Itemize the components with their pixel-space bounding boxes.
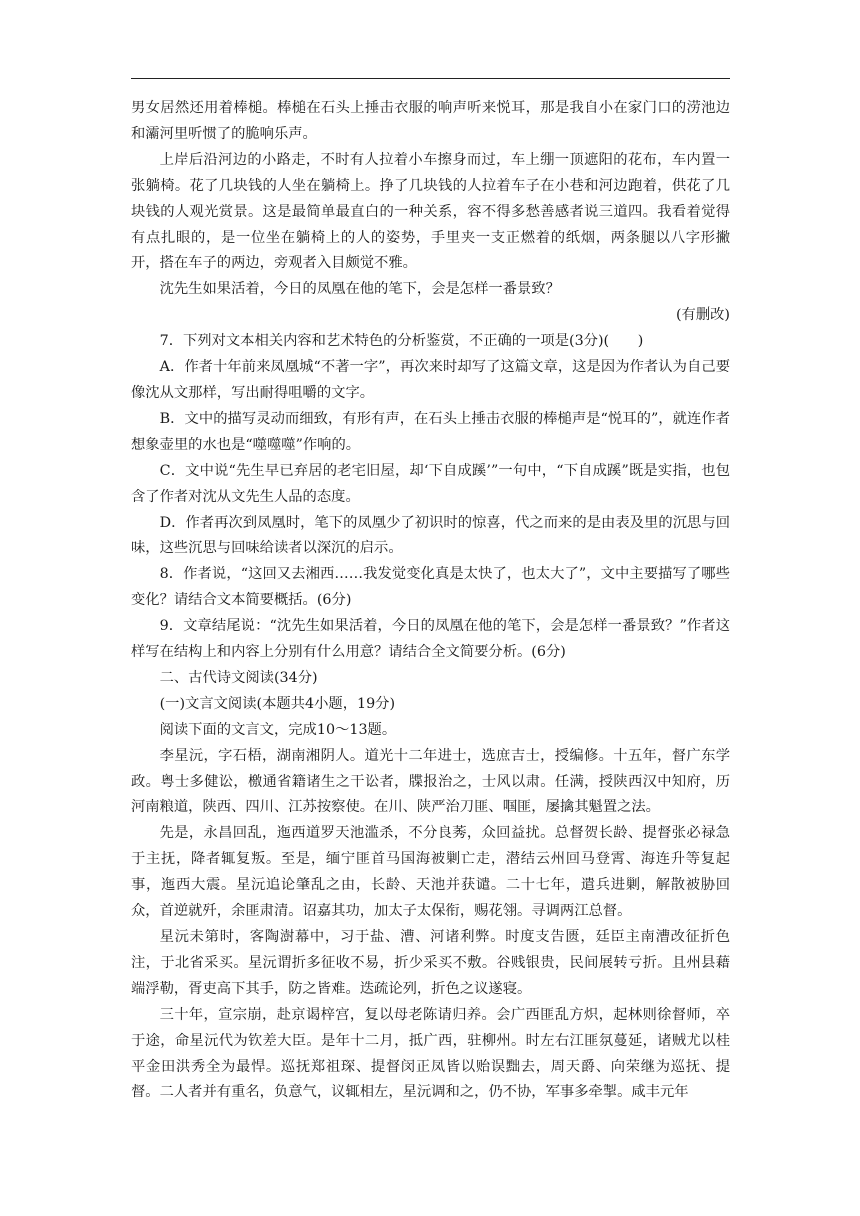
paragraph-2: 上岸后沿河边的小路走，不时有人拉着小车擦身而过，车上绷一顶遮阳的花布，车内置一张躺椅。花了几块钱的人坐在躺椅上。挣了几块钱的人拉着车子在小巷和河边跑着，供花了几块钱的人观光赏景。这是最简单最直白的一种关系，容不得多愁善感者说三道四。我看着觉得有点扎眼的，是一位坐在躺椅上的人的姿势，手里夹一支正燃着的纸烟，两条腿以八字形撇开，搭在车子的两边，旁观者入目颇觉不雅。 xyxy=(131,151,730,272)
option-a: A．作者十年前来凤凰城“不著一字”，再次来时却写了这篇文章，这是因为作者认为自己要像沈从文那样，写出耐得咀嚼的文字。 xyxy=(131,359,730,401)
classical-paragraph-2: 先是，永昌回乱，迤西道罗天池滥杀，不分良莠，众回益扰。总督贺长龄、提督张必禄急于主抚，降者辄复叛。至是，缅宁匪首马国海被剿亡走，潜结云州回马登霄、海连升等复起事，迤西大震。星沅追论肇乱之由，长龄、天池并获谴。二十七年，遣兵进剿，解散被胁回众，首逆就歼，余匪肃清。诏嘉其功，加太子太保衔，赐花翎。寻调两江总督。 xyxy=(131,825,730,920)
classical-paragraph-1: 李星沅，字石梧，湖南湘阴人。道光十二年进士，选庶吉士，授编修。十五年，督广东学政。粤士多健讼，檄通省籍诸生之干讼者，牒报治之，士风以肃。任满，授陕西汉中知府，历河南粮道，陕西、四川、江苏按察使。在川、陕严治刀匪、啯匪，屡擒其魁置之法。 xyxy=(131,747,730,816)
paragraph-1: 男女居然还用着棒槌。棒槌在石头上捶击衣服的响声听来悦耳，那是我自小在家门口的涝池边和灞河里听惯了的脆响乐声。 xyxy=(131,100,730,142)
subsection-heading: (一)文言文阅读(本题共4小题，19分) xyxy=(159,695,396,712)
classical-paragraph-4: 三十年，宣宗崩，赴京谒梓宫，复以母老陈请归养。会广西匪乱方炽，起林则徐督师，卒于途，命星沅代为钦差大臣。是年十二月，抵广西，驻柳州。时左右江匪氛蔓延，诸贼尤以桂平金田洪秀全为最悍。巡抚郑祖琛、提督闵正凤皆以贻误黜去，周天爵、向荣继为巡抚、提督。二人者并有重名，负意气，议辄相左，星沅调和之，仍不协，军事多牵掣。咸丰元年 xyxy=(131,1006,730,1101)
source-note: (有删改) xyxy=(675,307,730,324)
option-d: D．作者再次到凤凰时，笔下的凤凰少了初识时的惊喜，代之而来的是由表及里的沉思与回味，这些沉思与回味给读者以深沉的启示。 xyxy=(131,514,730,557)
classical-paragraph-3: 星沅未第时，客陶澍幕中，习于盐、漕、河诸利弊。时度支告匮，廷臣主南漕改征折色注，于北省采买。星沅谓折多征收不易，折少采买不敷。谷贱银贵，民间展转亏折。且州县藉端浮勒，胥吏高下其手，防之皆难。迭疏论列，折色之议遂寝。 xyxy=(131,929,730,997)
question-8: 8．作者说，“这回又去湘西……我发觉变化真是太快了，也太大了”，文中主要描写了哪些变化？请结合文本简要概括。(6分) xyxy=(131,566,730,609)
reading-instruction: 阅读下面的文言文，完成10～13题。 xyxy=(159,721,397,738)
option-b: B．文中的描写灵动而细致，有形有声，在石头上捶击衣服的棒槌声是“悦耳的”，就连作者想象壶里的水也是“噬噬噬”作响的。 xyxy=(131,410,730,453)
header-rule xyxy=(131,78,730,79)
option-c: C．文中说“先生早已弃居的老宅旧屋，却‘下自成蹊’”一句中，“下自成蹊”既是实指，也包含了作者对沈从文先生人品的态度。 xyxy=(131,462,730,505)
document-body xyxy=(131,96,730,1106)
section-heading: 二、古代诗文阅读(34分) xyxy=(159,669,318,686)
paragraph-3: 沈先生如果活着，今日的凤凰在他的笔下，会是怎样一番景致？ xyxy=(159,281,560,298)
question-9: 9．文章结尾说：“沈先生如果活着，今日的凤凰在他的笔下，会是怎样一番景致？”作者这样写在结构上和内容上分别有什么用意？请结合全文简要分析。(6分) xyxy=(131,618,730,661)
question-7: 7．下列对文本相关内容和艺术特色的分析鉴赏，不正确的一项是(3分)( ) xyxy=(159,333,644,350)
